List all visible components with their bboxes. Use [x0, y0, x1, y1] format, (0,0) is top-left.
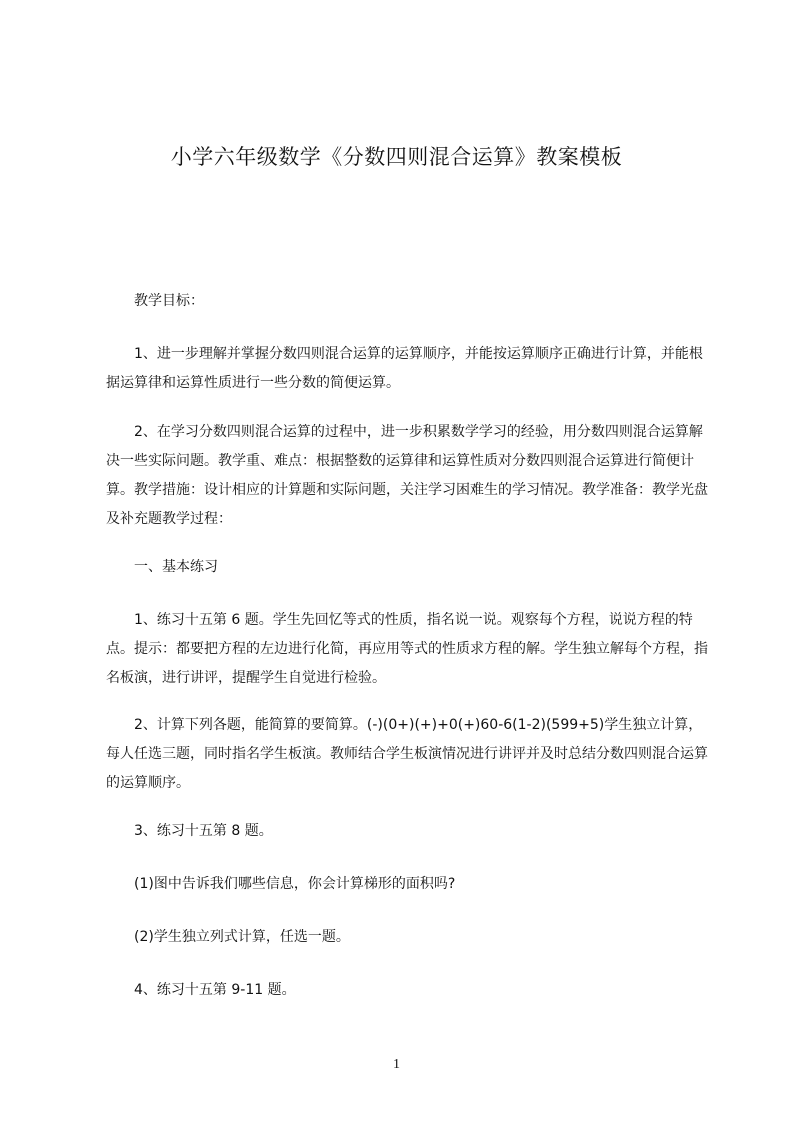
- paragraph-practice-2: 2、计算下列各题，能简算的要简算。(-)(0+)(+)+0(+)60-6(1-2)(599+5)学生独立计算，每人任选三题，同时指名学生板演。教师结合学生板演情况进行讲评并及时总结分数四则混合运算的运算顺序。: [106, 717, 708, 791]
- paragraph-basic-practice-heading: 一、基本练习: [134, 559, 218, 575]
- paragraph-teaching-goals-heading: 教学目标：: [134, 293, 204, 309]
- paragraph-practice-4: 4、练习十五第 9-11 题。: [134, 982, 296, 998]
- paragraph-practice-3-item-2: (2)学生独立列式计算，任选一题。: [134, 929, 350, 945]
- document-title: 小学六年级数学《分数四则混合运算》教案模板: [170, 145, 623, 169]
- page-number: 1: [393, 1057, 400, 1072]
- paragraph-goal-1: 1、进一步理解并掌握分数四则混合运算的运算顺序，并能按运算顺序正确进行计算，并能根据运算律和运算性质进行一些分数的简便运算。: [106, 346, 703, 391]
- paragraph-goal-2: 2、在学习分数四则混合运算的过程中，进一步积累数学学习的经验，用分数四则混合运算解决一些实际问题。教学重、难点：根据整数的运算律和运算性质对分数四则混合运算进行简便计算。教学措施：设计相应的计算题和实际问题，关注学习困难生的学习情况。教学准备：教学光盘及补充题教学过程：: [106, 424, 708, 527]
- paragraph-practice-3-item-1: (1)图中告诉我们哪些信息，你会计算梯形的面积吗?: [134, 876, 456, 892]
- paragraph-practice-1: 1、练习十五第 6 题。学生先回忆等式的性质，指名说一说。观察每个方程，说说方程的特点。提示：都要把方程的左边进行化简，再应用等式的性质求方程的解。学生独立解每个方程，指名板演，进行讲评，提醒学生自觉进行检验。: [106, 612, 708, 686]
- paragraph-practice-3: 3、练习十五第 8 题。: [134, 823, 273, 839]
